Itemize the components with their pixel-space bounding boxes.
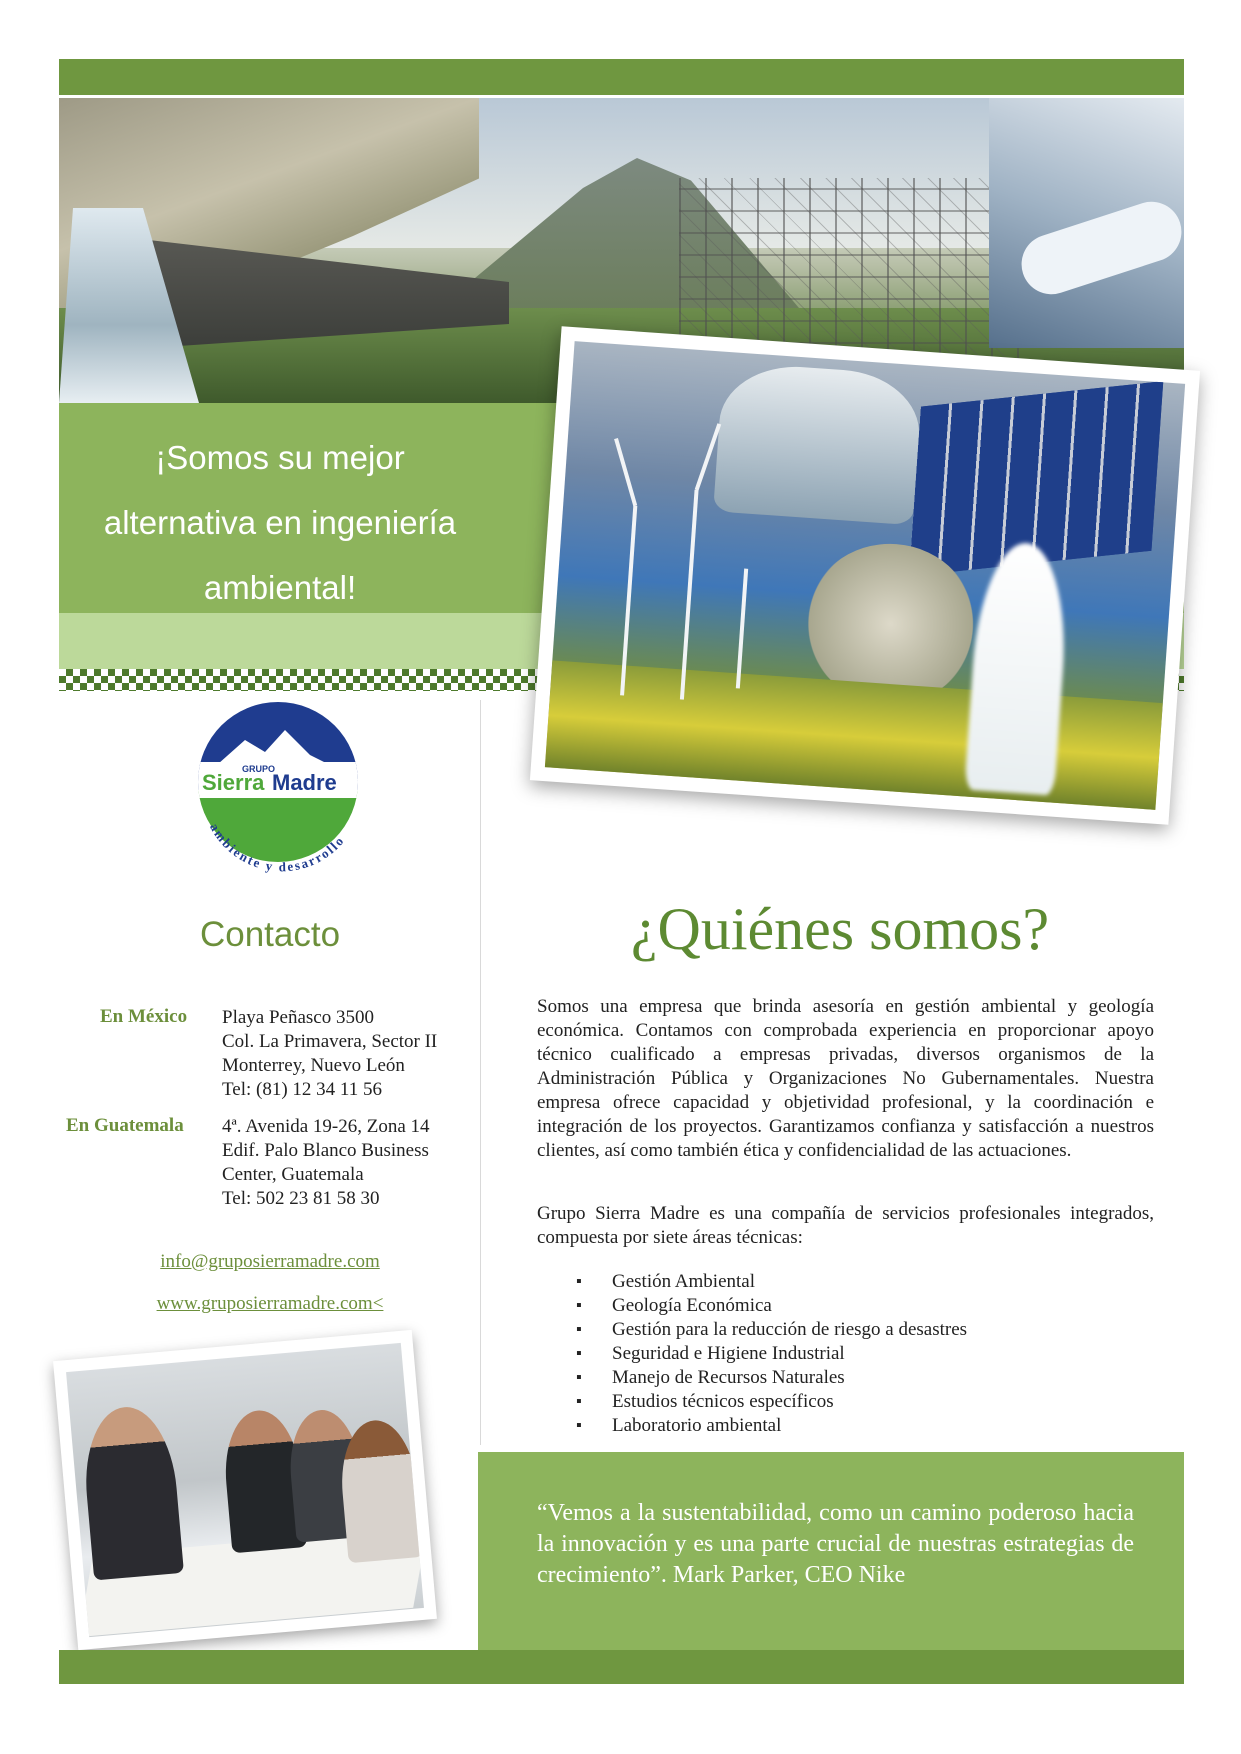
phone-line: Tel: 502 23 81 58 30	[222, 1188, 380, 1209]
collage-waterfall	[713, 362, 923, 526]
about-heading: ¿Quiénes somos?	[630, 896, 1050, 962]
logo-emblem	[190, 700, 370, 880]
list-item: ▪ Geología Económica	[560, 1294, 1120, 1318]
address-line: Center, Guatemala	[222, 1164, 364, 1185]
list-item: ▪ Gestión Ambiental	[560, 1270, 1120, 1294]
slogan-line: alternativa en ingeniería	[103, 504, 457, 541]
company-logo	[190, 700, 370, 880]
logo-group-text: GRUPO	[242, 764, 276, 774]
logo-tagline: ambiente y desarrollo	[207, 820, 348, 875]
wind-turbine	[736, 569, 748, 689]
wind-turbine-blade	[614, 438, 637, 506]
wind-turbine	[680, 490, 699, 700]
website-link[interactable]: www.gruposierramadre.com<	[156, 1293, 384, 1314]
top-color-band	[59, 59, 1184, 95]
list-item: ▪ Seguridad e Higiene Industrial	[560, 1342, 1120, 1366]
person	[79, 1403, 183, 1580]
address-line: 4ª. Avenida 19-26, Zona 14	[222, 1116, 430, 1137]
renewable-energy-collage-photo	[530, 326, 1200, 825]
about-paragraph-areas-intro: Grupo Sierra Madre es una compañía de servicios profesionales integrados, compuesta por siete áreas técnicas:	[537, 1203, 1154, 1248]
bottom-color-band	[59, 1650, 1184, 1684]
quote-text: “Vemos a la sustentabilidad, como un camino poderoso hacia la innovación y es una parte crucial de nuestras estrategias de crecimiento”. Mark Parker, CEO Nike	[537, 1500, 1134, 1588]
list-item: ▪ Estudios técnicos específicos	[560, 1390, 1120, 1414]
column-divider	[480, 700, 481, 1445]
team-meeting-photo	[53, 1330, 437, 1650]
list-item: ▪ Manejo de Recursos Naturales	[560, 1366, 1120, 1390]
list-item: ▪ Gestión para la reducción de riesgo a desastres	[560, 1318, 1120, 1342]
collage-geyser	[964, 540, 1071, 796]
technical-areas-list	[560, 1270, 1120, 1438]
contact-guatemala-label: En Guatemala	[66, 1115, 184, 1136]
contact-mexico-address	[222, 1006, 437, 1102]
address-line: Playa Peñasco 3500	[222, 1007, 374, 1028]
address-line: Monterrey, Nuevo León	[222, 1055, 405, 1076]
address-line: Col. La Primavera, Sector II	[222, 1031, 438, 1052]
contact-guatemala-address	[222, 1115, 430, 1211]
address-line: Edif. Palo Blanco Business	[222, 1140, 429, 1161]
slogan-line: ¡Somos su mejor	[155, 439, 405, 476]
email-link[interactable]: info@gruposierramadre.com	[160, 1251, 380, 1272]
slogan	[70, 425, 490, 620]
slogan-line: ambiental!	[203, 569, 357, 606]
phone-line: Tel: (81) 12 34 11 56	[222, 1079, 382, 1100]
about-paragraph: Somos una empresa que brinda asesoría en gestión ambiental y geología económica. Contamos con comprobada experiencia en proporcionar apoyo técnico cualificado a empresas privadas, diversos organismos de la Administración Pública y Organizaciones No Gubernamentales. Nuestra empresa ofrece capacidad y objetividad profesional, y la coordinación e integración de los proyectos. Garantizamos confianza y satisfacción a nuestros clientes, así como también ética y confidencialidad de las actuaciones.	[537, 996, 1154, 1161]
logo-name-madre: Madre	[272, 770, 337, 795]
contact-heading: Contacto	[199, 915, 341, 954]
contact-mexico-label: En México	[100, 1006, 188, 1027]
collage-flower-field	[545, 660, 1163, 809]
logo-name-sierra: Sierra	[202, 770, 265, 795]
list-item: ▪ Laboratorio ambiental	[560, 1414, 1120, 1438]
